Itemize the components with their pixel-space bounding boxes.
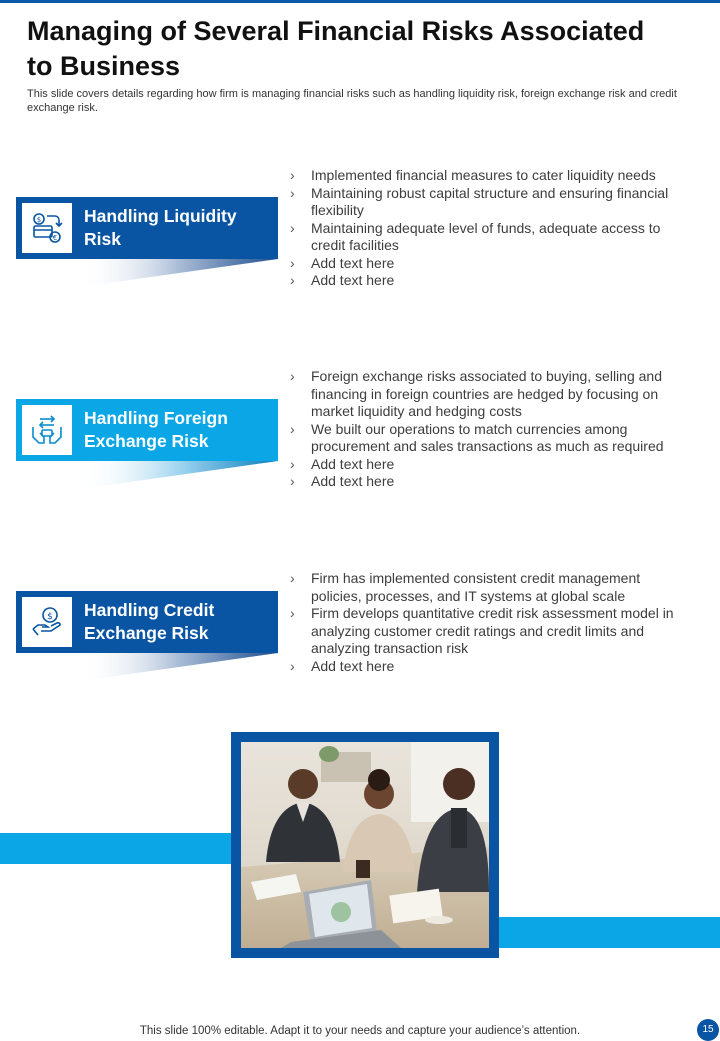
hands-exchange-icon [22,405,72,455]
page-number-badge: 15 [697,1019,719,1041]
foreign-exchange-risk-bullets [290,368,690,491]
list-item: › Implemented financial measures to cater liquidity needs [290,167,656,183]
foreign-exchange-risk-label-box [16,399,278,461]
list-item: › Add text here [290,272,395,288]
hand-coin-icon [22,597,72,647]
svg-text:€: € [52,234,58,242]
svg-text:$: $ [47,612,53,622]
label-shadow [80,461,278,489]
list-item: › Firm has implemented consistent credit management policies, processes, and IT systems at global scale [290,570,641,604]
label-shadow [80,259,278,287]
list-item: › Add text here [290,473,395,489]
top-rule [0,0,720,3]
page-title: Managing of Several Financial Risks Associated to Business [27,16,645,81]
page-subtitle: This slide covers details regarding how firm is managing financial risks such as handling liquidity risk, foreign exchange risk and credit exchange risk. [27,88,677,114]
credit-exchange-risk-label-box [16,591,278,653]
liquidity-risk-label-box [16,197,278,259]
photo-frame [231,732,499,958]
list-item: › Maintaining adequate level of funds, adequate access to credit facilities [290,219,661,253]
footer-note: This slide 100% editable. Adapt it to your needs and capture your audience’s attention. [139,1025,581,1037]
credit-exchange-risk-bullets [290,570,690,675]
currency-exchange-icon [22,203,72,253]
list-item: › Maintaining robust capital structure and ensuring financial flexibility [290,184,669,218]
list-item: › Firm develops quantitative credit risk assessment model in analyzing customer credit ratings and credit limits and analyzing transaction risk [290,605,674,656]
foreign-exchange-risk-label: Handling Foreign Exchange Risk [84,408,228,451]
svg-text:$: $ [36,216,42,224]
list-item: › Foreign exchange risks associated to buying, selling and financing in foreign countries are hedged by focusing on market liquidity and hedging costs [290,368,662,419]
team-meeting-photo [241,742,489,948]
liquidity-risk-bullets [290,167,690,290]
liquidity-risk-label: Handling Liquidity Risk [84,206,237,249]
list-item: › Add text here [290,254,395,271]
list-item: › Add text here [290,657,395,674]
accent-band-right [494,917,720,948]
accent-band-left [0,833,236,864]
list-item: › We built our operations to match currencies among procurement and sales transactions as much as required [290,420,664,454]
credit-exchange-risk-label: Handling Credit Exchange Risk [84,600,215,643]
list-item: › Add text here [290,455,395,472]
label-shadow [80,653,278,681]
